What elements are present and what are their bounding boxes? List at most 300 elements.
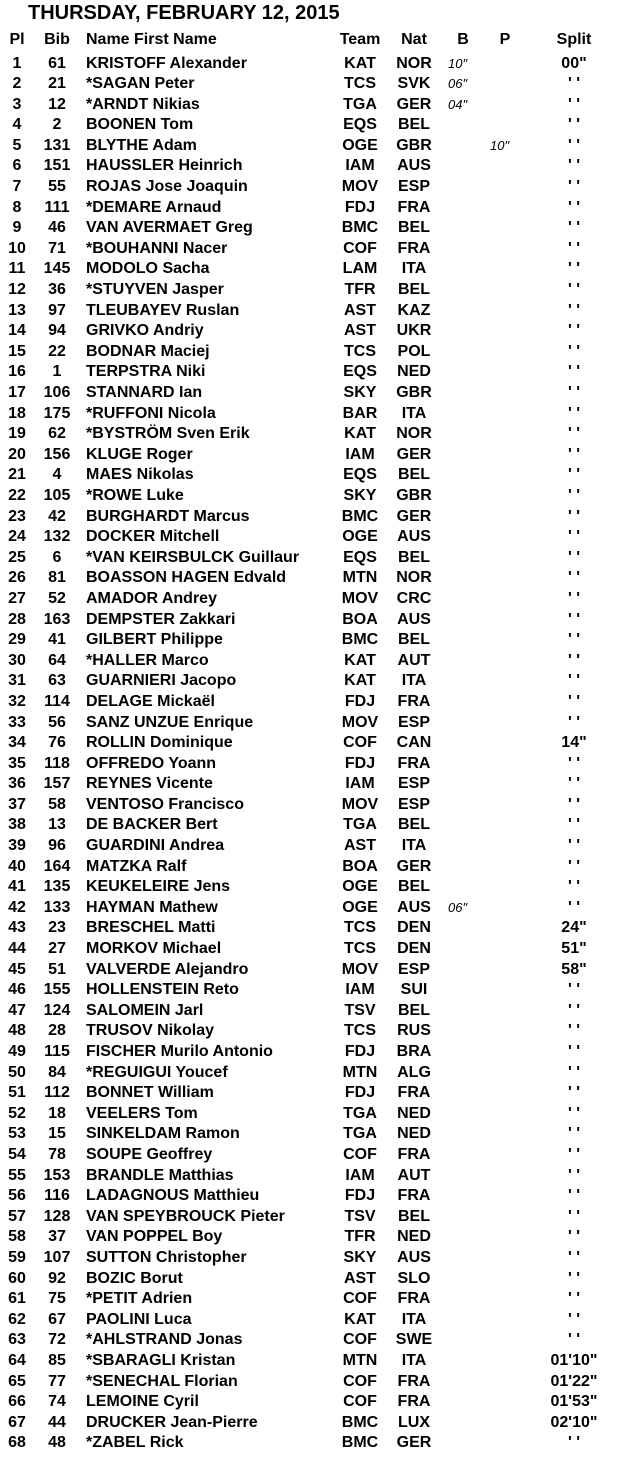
rider-bib: 15 — [48, 1125, 66, 1143]
rider-bib: 22 — [48, 342, 66, 360]
rider-nationality: SWE — [395, 1331, 433, 1349]
rider-split: ' ' — [567, 507, 581, 525]
rider-name: TERPSTRA Niki — [86, 363, 206, 381]
rider-nationality: DEN — [397, 919, 431, 937]
rider-team: IAM — [345, 775, 375, 793]
rider-split: ' ' — [567, 281, 581, 299]
table-row — [0, 424, 619, 445]
rider-place: 37 — [8, 795, 26, 813]
rider-place: 61 — [8, 1290, 26, 1308]
rider-place: 34 — [8, 734, 26, 752]
rider-name: AMADOR Andrey — [86, 589, 217, 607]
rider-team: KAT — [344, 425, 376, 443]
rider-nationality: SUI — [400, 981, 428, 999]
rider-split: ' ' — [567, 548, 581, 566]
rider-team: MOV — [341, 960, 379, 978]
table-row — [0, 713, 619, 734]
table-row — [0, 960, 619, 981]
rider-name: SANZ UNZUE Enrique — [86, 713, 254, 731]
rider-place: 17 — [8, 384, 26, 401]
rider-nationality: BRA — [396, 1043, 432, 1060]
rider-name: *ROWE Luke — [86, 486, 184, 504]
rider-nationality: ITA — [401, 260, 427, 278]
rider-nationality: AUT — [397, 1166, 431, 1184]
rider-bib: 114 — [44, 692, 70, 710]
rider-name: DRUCKER Jean-Pierre — [86, 1413, 258, 1431]
rider-place: 33 — [8, 713, 26, 731]
rider-nationality: ESP — [397, 713, 430, 731]
rider-bib: 151 — [43, 157, 71, 175]
rider-place: 38 — [8, 816, 26, 834]
rider-team: SKY — [343, 486, 377, 504]
rider-place: 41 — [8, 878, 26, 896]
table-row — [0, 815, 619, 836]
rider-place: 51 — [8, 1084, 26, 1102]
rider-nationality: CAN — [396, 734, 432, 752]
rider-name: VENTOSO Francisco — [86, 795, 244, 813]
rider-nationality: SLO — [397, 1269, 431, 1287]
rider-nationality: ESP — [397, 775, 430, 793]
rider-bib: 72 — [48, 1331, 66, 1349]
rider-nationality: FRA — [397, 1372, 431, 1390]
table-row — [0, 1392, 619, 1413]
table-row — [0, 1330, 619, 1351]
rider-bib: 132 — [43, 528, 71, 546]
rider-place: 1 — [12, 54, 22, 72]
rider-bib: 46 — [48, 219, 66, 237]
rider-bib: 44 — [48, 1413, 66, 1431]
rider-name: HAYMAN Mathew — [86, 898, 218, 916]
rider-place: 63 — [8, 1331, 26, 1349]
rider-team: COF — [343, 1331, 377, 1349]
rider-bib: 12 — [48, 95, 66, 113]
rider-name: *PETIT Adrien — [86, 1290, 193, 1308]
rider-nationality: NED — [397, 1125, 431, 1143]
rider-split: 14" — [561, 734, 587, 752]
rider-team: SKY — [343, 384, 377, 401]
rider-split: ' ' — [567, 260, 581, 278]
rider-bib: 51 — [48, 960, 66, 978]
rider-bib: 62 — [48, 425, 66, 443]
rider-team: TCS — [344, 1022, 376, 1040]
rider-split: ' ' — [567, 1063, 581, 1081]
rider-place: 27 — [8, 589, 26, 607]
rider-split: ' ' — [567, 857, 581, 875]
table-row — [0, 54, 619, 75]
table-row — [0, 527, 619, 548]
rider-name: *VAN KEIRSBULCK Guillaur — [86, 548, 300, 566]
rider-name: *REGUIGUI Youcef — [86, 1063, 228, 1081]
rider-bib: 58 — [48, 795, 66, 813]
rider-place: 12 — [8, 281, 26, 299]
rider-bib: 37 — [48, 1228, 66, 1246]
rider-split: ' ' — [567, 1248, 581, 1266]
rider-split: ' ' — [567, 1001, 581, 1019]
rider-bonus: 06" — [448, 76, 468, 92]
table-row — [0, 259, 619, 280]
rider-bib: 81 — [48, 569, 66, 587]
rider-split: ' ' — [567, 631, 581, 649]
rider-penalty: 10" — [490, 137, 510, 153]
rider-place: 66 — [8, 1393, 26, 1411]
rider-team: TGA — [343, 1104, 377, 1122]
rider-nationality: GER — [396, 857, 432, 875]
table-row — [0, 692, 619, 713]
rider-split: ' ' — [567, 589, 581, 607]
rider-place: 59 — [8, 1248, 26, 1266]
rider-place: 49 — [8, 1043, 26, 1060]
rider-split: 02'10" — [550, 1413, 598, 1431]
rider-split: ' ' — [567, 75, 581, 93]
rider-name: *BYSTRÖM Sven Erik — [86, 425, 250, 443]
rider-split: ' ' — [567, 486, 581, 504]
table-row — [0, 1413, 619, 1434]
rider-place: 46 — [8, 981, 26, 999]
rider-team: TCS — [344, 75, 376, 93]
rider-team: KAT — [344, 651, 376, 669]
rider-split: 00" — [561, 54, 587, 72]
table-row — [0, 95, 619, 116]
rider-split: ' ' — [567, 1207, 581, 1225]
rider-bib: 157 — [43, 775, 71, 793]
rider-bib: 92 — [48, 1269, 66, 1287]
rider-split: ' ' — [567, 1187, 581, 1205]
rider-split: ' ' — [567, 795, 581, 813]
rider-team: COF — [343, 1145, 377, 1163]
rider-split: ' ' — [567, 301, 581, 319]
rider-name: VEELERS Tom — [86, 1104, 198, 1122]
rider-split: 01'53" — [550, 1393, 598, 1411]
rider-name: BRESCHEL Matti — [86, 919, 216, 937]
rider-name: BOASSON HAGEN Edvald — [86, 569, 287, 587]
rider-split: 01'22" — [550, 1372, 598, 1390]
rider-split: ' ' — [567, 1166, 581, 1184]
rider-place: 22 — [8, 486, 26, 504]
rider-name: TLEUBAYEV Ruslan — [86, 301, 240, 319]
rider-name: VAN AVERMAET Greg — [86, 219, 253, 237]
rider-team: FDJ — [344, 1043, 376, 1060]
table-row — [0, 1124, 619, 1145]
rider-nationality: LUX — [398, 1413, 430, 1431]
rider-split: ' ' — [567, 1331, 581, 1349]
table-row — [0, 321, 619, 342]
rider-bib: 77 — [48, 1372, 66, 1390]
rider-place: 43 — [8, 919, 26, 937]
table-row — [0, 568, 619, 589]
rider-split: 51" — [561, 940, 587, 958]
rider-nationality: GER — [396, 1434, 432, 1452]
rider-place: 45 — [8, 960, 26, 978]
rider-team: TSV — [344, 1207, 376, 1225]
rider-name: BRANDLE Matthias — [86, 1166, 234, 1184]
rider-team: MTN — [342, 1351, 378, 1369]
table-row — [0, 589, 619, 610]
rider-name: GILBERT Philippe — [86, 631, 223, 649]
rider-name: PAOLINI Luca — [86, 1310, 192, 1328]
rider-bib: 112 — [44, 1084, 70, 1102]
rider-nationality: AUT — [397, 651, 431, 669]
rider-nationality: GBR — [396, 486, 432, 504]
table-row — [0, 1310, 619, 1331]
rider-split: ' ' — [567, 1022, 581, 1040]
rider-place: 52 — [8, 1104, 26, 1122]
rider-name: *SENECHAL Florian — [86, 1372, 238, 1390]
rider-split: ' ' — [567, 692, 581, 710]
rider-place: 29 — [8, 631, 26, 649]
rider-split: ' ' — [567, 198, 581, 216]
rider-bib: 67 — [48, 1310, 66, 1328]
rider-bib: 75 — [48, 1290, 66, 1308]
rider-bib: 27 — [48, 940, 66, 958]
rider-split: ' ' — [567, 754, 581, 772]
rider-place: 47 — [8, 1001, 26, 1019]
rider-nationality: AUS — [397, 157, 431, 175]
rider-place: 26 — [8, 569, 26, 587]
rider-place: 4 — [12, 116, 22, 134]
rider-name: ROJAS Jose Joaquin — [86, 178, 248, 196]
rider-name: BURGHARDT Marcus — [86, 507, 250, 525]
rider-place: 13 — [8, 301, 26, 319]
rider-team: IAM — [345, 445, 375, 463]
table-row — [0, 74, 619, 95]
table-row — [0, 218, 619, 239]
rider-nationality: BEL — [398, 816, 430, 834]
rider-name: STANNARD Ian — [86, 384, 203, 401]
rider-team: TCS — [344, 919, 376, 937]
table-row — [0, 486, 619, 507]
rider-nationality: FRA — [397, 1187, 431, 1205]
rider-bib: 107 — [43, 1248, 71, 1266]
rider-team: COF — [343, 1372, 377, 1390]
rider-nationality: FRA — [397, 1145, 431, 1163]
rider-split: ' ' — [567, 898, 581, 916]
rider-team: FDJ — [344, 692, 376, 710]
rider-team: SKY — [343, 1248, 377, 1266]
rider-name: FISCHER Murilo Antonio — [86, 1043, 273, 1060]
rider-team: EQS — [343, 116, 377, 134]
rider-team: IAM — [345, 981, 375, 999]
rider-name: VALVERDE Alejandro — [86, 960, 249, 978]
rider-place: 57 — [8, 1207, 26, 1225]
table-row — [0, 610, 619, 631]
rider-split: ' ' — [567, 239, 581, 257]
rider-nationality: NED — [397, 1228, 431, 1246]
rider-name: *ARNDT Nikias — [86, 95, 200, 113]
rider-nationality: GBR — [396, 384, 432, 401]
rider-bib: 6 — [52, 548, 62, 566]
rider-name: SOUPE Geoffrey — [86, 1145, 213, 1163]
rider-team: KAT — [344, 672, 376, 690]
rider-place: 7 — [12, 178, 22, 196]
rider-name: SINKELDAM Ramon — [86, 1125, 240, 1143]
rider-place: 54 — [8, 1145, 26, 1163]
rider-nationality: FRA — [397, 754, 431, 772]
rider-bib: 96 — [48, 837, 66, 855]
rider-place: 35 — [8, 754, 26, 772]
table-row — [0, 754, 619, 775]
rider-nationality: BEL — [398, 281, 430, 299]
rider-bib: 153 — [43, 1166, 71, 1184]
rider-bonus: 04" — [448, 96, 468, 112]
rider-name: VAN POPPEL Boy — [86, 1228, 223, 1246]
rider-nationality: FRA — [397, 1393, 431, 1411]
rider-nationality: CRC — [396, 589, 432, 607]
table-row — [0, 1063, 619, 1084]
table-row — [0, 1186, 619, 1207]
rider-place: 3 — [12, 95, 22, 113]
rider-split: ' ' — [567, 1310, 581, 1328]
rider-place: 14 — [8, 322, 26, 340]
rider-name: LEMOINE Cyril — [86, 1393, 199, 1411]
rider-split: ' ' — [567, 363, 581, 381]
rider-nationality: AUS — [397, 898, 431, 916]
rider-nationality: AUS — [397, 610, 431, 628]
rider-bib: 145 — [43, 260, 71, 278]
rider-split: ' ' — [567, 157, 581, 175]
rider-name: DELAGE Mickaël — [86, 692, 215, 710]
rider-bib: 76 — [48, 734, 66, 752]
rider-team: EQS — [343, 466, 377, 484]
rider-bonus: 10" — [448, 55, 468, 71]
rider-nationality: FRA — [397, 1290, 431, 1308]
table-row — [0, 1021, 619, 1042]
rider-split: ' ' — [567, 1269, 581, 1287]
rider-nationality: RUS — [397, 1022, 431, 1040]
rider-place: 58 — [8, 1228, 26, 1246]
rider-nationality: BEL — [398, 466, 430, 484]
rider-nationality: FRA — [397, 1084, 431, 1102]
rider-split: 24" — [561, 919, 587, 937]
rider-nationality: KAZ — [397, 301, 431, 319]
table-row — [0, 671, 619, 692]
rider-bib: 56 — [48, 713, 66, 731]
table-row — [0, 733, 619, 754]
rider-team: FDJ — [344, 754, 376, 772]
rider-nationality: NED — [397, 363, 431, 381]
rider-place: 18 — [8, 404, 26, 422]
table-row — [0, 877, 619, 898]
rider-team: OGE — [342, 528, 378, 546]
rider-name: GRIVKO Andriy — [86, 322, 204, 340]
rider-team: AST — [344, 322, 376, 340]
rider-place: 16 — [8, 363, 26, 381]
rider-team: BMC — [341, 631, 379, 649]
table-row — [0, 1351, 619, 1372]
rider-place: 40 — [8, 857, 26, 875]
rider-place: 2 — [12, 75, 22, 93]
table-row — [0, 239, 619, 260]
table-row — [0, 980, 619, 1001]
rider-nationality: GER — [396, 95, 432, 113]
column-header-bonus: B — [457, 31, 469, 48]
table-row — [0, 1166, 619, 1187]
rider-name: *BOUHANNI Nacer — [86, 239, 228, 257]
rider-team: KAT — [344, 1310, 376, 1328]
rider-nationality: POL — [397, 342, 431, 360]
table-row — [0, 1207, 619, 1228]
table-row — [0, 198, 619, 219]
table-row — [0, 465, 619, 486]
rider-nationality: UKR — [396, 322, 432, 340]
table-row — [0, 1104, 619, 1125]
rider-split: ' ' — [567, 651, 581, 669]
rider-nationality: BEL — [398, 1001, 430, 1019]
table-row — [0, 836, 619, 857]
table-row — [0, 857, 619, 878]
table-row — [0, 774, 619, 795]
rider-team: MTN — [342, 569, 378, 587]
column-header-split: Split — [556, 31, 592, 48]
rider-bonus: 06" — [448, 899, 468, 915]
rider-split: ' ' — [567, 322, 581, 340]
rider-bib: 21 — [48, 75, 66, 93]
rider-team: AST — [344, 301, 376, 319]
column-header-penalty: P — [499, 31, 511, 48]
rider-bib: 18 — [48, 1104, 66, 1122]
table-row — [0, 939, 619, 960]
rider-split: ' ' — [567, 1290, 581, 1308]
table-row — [0, 445, 619, 466]
rider-team: TGA — [343, 95, 377, 113]
table-row — [0, 362, 619, 383]
rider-team: COF — [343, 734, 377, 752]
rider-split: ' ' — [567, 1145, 581, 1163]
table-row — [0, 301, 619, 322]
rider-bib: 13 — [48, 816, 66, 834]
rider-split: ' ' — [567, 837, 581, 855]
rider-team: TGA — [343, 816, 377, 834]
rider-team: AST — [344, 837, 376, 855]
rider-bib: 85 — [48, 1351, 66, 1369]
rider-name: KLUGE Roger — [86, 445, 193, 463]
rider-split: ' ' — [567, 384, 581, 401]
rider-team: KAT — [344, 54, 376, 72]
rider-team: MOV — [341, 795, 379, 813]
rider-team: OGE — [342, 136, 378, 154]
rider-split: ' ' — [567, 445, 581, 463]
rider-nationality: ALG — [397, 1063, 431, 1081]
rider-name: MORKOV Michael — [86, 940, 222, 958]
rider-name: TRUSOV Nikolay — [86, 1022, 215, 1040]
rider-team: AST — [344, 1269, 376, 1287]
rider-nationality: ESP — [397, 960, 430, 978]
rider-nationality: BEL — [398, 116, 430, 134]
rider-bib: 111 — [44, 198, 70, 216]
rider-name: GUARNIERI Jacopo — [86, 672, 237, 690]
rider-name: *STUYVEN Jasper — [86, 281, 224, 299]
rider-team: OGE — [342, 878, 378, 896]
rider-split: ' ' — [567, 981, 581, 999]
rider-team: EQS — [343, 548, 377, 566]
rider-name: BOONEN Tom — [86, 116, 194, 134]
rider-place: 23 — [8, 507, 26, 525]
rider-split: ' ' — [567, 425, 581, 443]
rider-name: SALOMEIN Jarl — [86, 1001, 204, 1019]
rider-place: 21 — [8, 466, 26, 484]
rider-name: BOZIC Borut — [86, 1269, 183, 1287]
table-row — [0, 507, 619, 528]
rider-nationality: BEL — [398, 878, 430, 896]
rider-nationality: ITA — [401, 1310, 427, 1328]
rider-nationality: BEL — [398, 631, 430, 649]
table-row — [0, 1433, 619, 1454]
table-row — [0, 630, 619, 651]
rider-team: TSV — [344, 1001, 376, 1019]
rider-name: HAUSSLER Heinrich — [86, 157, 243, 175]
rider-split: ' ' — [567, 178, 581, 196]
table-row — [0, 1042, 619, 1063]
rider-bib: 36 — [48, 281, 66, 299]
